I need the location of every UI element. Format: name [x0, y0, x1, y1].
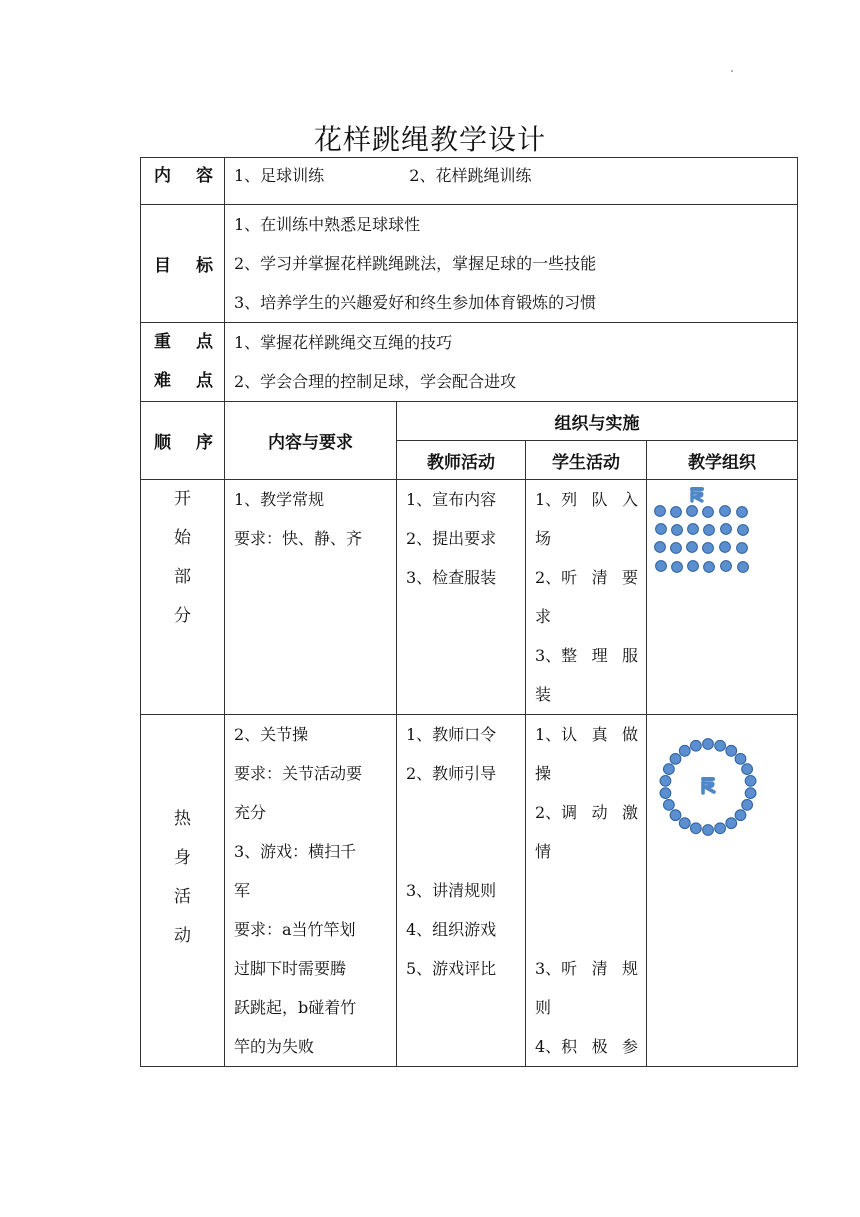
student-dot [745, 788, 756, 799]
warmup-organization-cell [647, 715, 798, 1067]
start-teacher-cell [397, 480, 526, 715]
student-dot [726, 818, 737, 829]
warmup-section-name-cell [141, 715, 225, 1067]
goals-row [141, 205, 798, 323]
warmup-content-line: 2、关节操 [234, 725, 309, 744]
keypoint-item: 2、学会合理的控制足球，学会配合进攻 [234, 372, 517, 391]
warmup-teacher-line: 2、教师引导 [406, 764, 497, 783]
warmup-student-line [526, 793, 646, 832]
goals-items-cell [225, 205, 798, 323]
student-text: 清 [591, 568, 608, 587]
circle-formation-diagram [647, 715, 797, 855]
order-header-char: 序 [196, 433, 213, 453]
content-label-char: 内 [154, 166, 171, 186]
student-dot [687, 506, 698, 517]
start-section-name-cell [141, 480, 225, 715]
goals-label-char: 目 [154, 256, 171, 276]
student-text: 队 [591, 490, 608, 509]
content-label-char: 容 [196, 166, 213, 186]
header-row-top [141, 402, 798, 441]
student-dot [688, 524, 699, 535]
student-dot [687, 542, 698, 553]
student-dot [671, 543, 682, 554]
student-dot [655, 506, 666, 517]
warmup-teacher-line: 3、讲清规则 [406, 881, 497, 900]
student-dot [660, 775, 671, 786]
student-dot [656, 561, 667, 572]
goals-label-char: 标 [196, 256, 213, 276]
student-text: 3、听 [535, 959, 578, 978]
student-text: 服 [621, 646, 638, 665]
warmup-section-row [141, 715, 798, 1067]
start-teacher-line: 3、检查服装 [406, 568, 497, 587]
student-dot [735, 810, 746, 821]
student-dot [660, 788, 671, 799]
warmup-student-line [526, 871, 646, 910]
warmup-content-line: 军 [234, 881, 251, 900]
warmup-teacher-line: 5、游戏评比 [406, 959, 497, 978]
goal-item: 2、学习并掌握花样跳绳跳法，掌握足球的一些技能 [234, 254, 597, 273]
start-section-name-char: 分 [174, 606, 191, 626]
start-section-row [141, 480, 798, 715]
student-dot [720, 506, 731, 517]
student-text: 规 [621, 959, 638, 978]
student-dot [670, 810, 681, 821]
student-dot [704, 525, 715, 536]
warmup-student-line: 情 [535, 842, 552, 861]
content-req-header: 内容与要求 [225, 402, 397, 480]
start-student-line [526, 558, 646, 597]
warmup-student-cell [526, 715, 647, 1067]
student-text: 入 [621, 490, 638, 509]
warmup-content-line: 过脚下时需要腾 [234, 959, 347, 978]
start-student-cell [526, 480, 647, 715]
keypoints-label-cell [141, 323, 225, 402]
keypoint-label-char: 重 [154, 332, 171, 352]
start-student-line: 场 [535, 529, 552, 548]
student-dot [703, 543, 714, 554]
start-section-name-char: 开 [174, 489, 191, 509]
student-dot [738, 525, 749, 536]
warmup-content-line: 3、游戏：横扫千 [234, 842, 357, 861]
warmup-content-line: 要求：关节活动要 [234, 764, 363, 783]
start-teacher-line: 1、宣布内容 [406, 490, 497, 509]
start-content-line: 1、教学常规 [234, 490, 325, 509]
student-text: 做 [621, 725, 638, 744]
start-student-line: 装 [535, 685, 552, 704]
lesson-plan-table [140, 157, 798, 1067]
student-dot [726, 745, 737, 756]
student-text: 动 [591, 803, 608, 822]
student-dot [735, 753, 746, 764]
warmup-student-line [526, 1027, 646, 1066]
warmup-student-line [526, 715, 646, 754]
student-dot [720, 542, 731, 553]
warmup-teacher-cell [397, 715, 526, 1067]
grid-formation-diagram [647, 480, 797, 580]
teacher-icon [690, 487, 704, 501]
start-section-name-char: 部 [174, 567, 191, 587]
order-header-char: 顺 [154, 433, 171, 453]
page-mark [731, 70, 733, 72]
organization-header: 教学组织 [647, 441, 798, 480]
student-text: 参 [621, 1037, 638, 1056]
student-text: 2、听 [535, 568, 578, 587]
student-dot [672, 562, 683, 573]
student-dot [690, 823, 701, 834]
student-dot [656, 524, 667, 535]
student-dot [655, 542, 666, 553]
warmup-teacher-line: 4、组织游戏 [406, 920, 497, 939]
org-header: 组织与实施 [397, 402, 798, 441]
keypoint-label-char: 点 [196, 332, 213, 352]
content-item: 1、足球训练 [234, 166, 325, 185]
student-dot [721, 524, 732, 535]
student-text: 理 [591, 646, 608, 665]
start-organization-cell [647, 480, 798, 715]
order-header-cell [141, 402, 225, 480]
difficulty-label-char: 难 [154, 371, 171, 391]
warmup-section-name-char: 热 [174, 809, 191, 829]
warmup-student-line [526, 910, 646, 949]
keypoints-row [141, 323, 798, 402]
student-text: 1、认 [535, 725, 578, 744]
start-content-cell [225, 480, 397, 715]
student-text: 清 [591, 959, 608, 978]
goal-item: 3、培养学生的兴趣爱好和终生参加体育锻炼的习惯 [234, 293, 597, 312]
student-grid [655, 506, 749, 573]
student-dot [715, 740, 726, 751]
page-title: 花样跳绳教学设计 [313, 123, 546, 156]
teacher-activity-header: 教师活动 [397, 441, 526, 480]
student-dot [688, 561, 699, 572]
student-dot [721, 561, 732, 572]
warmup-student-line [526, 949, 646, 988]
student-text: 真 [591, 725, 608, 744]
content-row [141, 158, 798, 205]
content-label-cell [141, 158, 225, 205]
student-text: 1、列 [535, 490, 578, 509]
student-dot [671, 507, 682, 518]
content-items-cell [225, 158, 798, 205]
student-dot [663, 799, 674, 810]
start-student-line [526, 636, 646, 675]
difficulty-label-char: 点 [196, 371, 213, 391]
warmup-teacher-line [397, 832, 525, 871]
student-text: 4、积 [535, 1037, 578, 1056]
student-activity-header: 学生活动 [526, 441, 647, 480]
warmup-student-line: 操 [535, 764, 552, 783]
student-dot [745, 775, 756, 786]
warmup-student-line: 则 [535, 998, 552, 1017]
keypoints-items-cell [225, 323, 798, 402]
start-section-name-char: 始 [174, 528, 191, 548]
warmup-content-line: 要求：a当竹竿划 [234, 920, 356, 939]
goal-item: 1、在训练中熟悉足球球性 [234, 215, 421, 234]
student-text: 激 [621, 803, 638, 822]
student-dot [737, 507, 748, 518]
warmup-teacher-line: 1、教师口令 [406, 725, 497, 744]
student-text: 要 [621, 568, 638, 587]
start-student-line: 求 [535, 607, 552, 626]
start-teacher-line: 2、提出要求 [406, 529, 497, 548]
student-dot [703, 739, 714, 750]
warmup-content-cell [225, 715, 397, 1067]
warmup-section-name-char: 活 [174, 887, 191, 907]
student-dot [690, 740, 701, 751]
student-dot [663, 764, 674, 775]
student-dot [672, 525, 683, 536]
start-content-line: 要求：快、静、齐 [234, 529, 363, 548]
student-dot [679, 745, 690, 756]
keypoint-item: 1、掌握花样跳绳交互绳的技巧 [234, 333, 453, 352]
warmup-teacher-line [397, 793, 525, 832]
student-dot [715, 823, 726, 834]
student-dot [737, 543, 748, 554]
student-dot [742, 799, 753, 810]
student-text: 极 [591, 1037, 608, 1056]
student-dot [742, 764, 753, 775]
warmup-content-line: 跃跳起，b碰着竹 [234, 998, 357, 1017]
student-dot [670, 753, 681, 764]
goals-label-cell [141, 205, 225, 323]
warmup-content-line: 充分 [234, 803, 267, 822]
student-dot [679, 818, 690, 829]
warmup-content-line: 竿的为失败 [234, 1037, 315, 1056]
content-item: 2、花样跳绳训练 [409, 166, 532, 185]
teacher-icon [701, 777, 715, 793]
student-text: 3、整 [535, 646, 578, 665]
student-dot [703, 507, 714, 518]
student-dot [704, 562, 715, 573]
warmup-section-name-char: 动 [174, 926, 191, 946]
student-dot [738, 562, 749, 573]
student-dot [703, 825, 714, 836]
start-student-line [526, 480, 646, 519]
student-text: 2、调 [535, 803, 578, 822]
warmup-section-name-char: 身 [174, 848, 191, 868]
